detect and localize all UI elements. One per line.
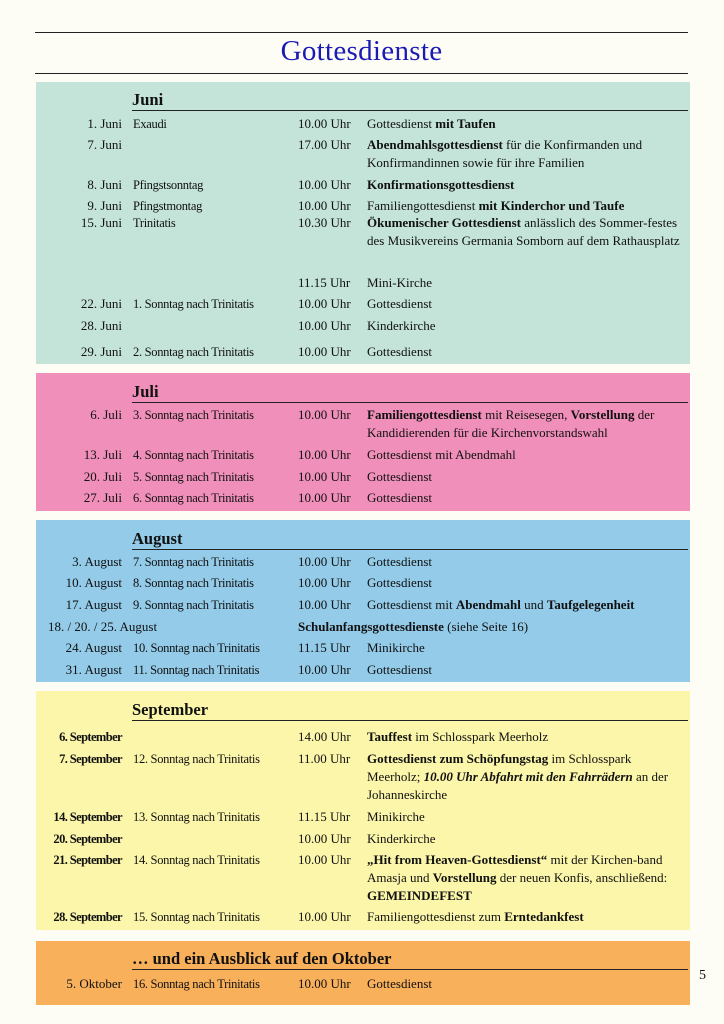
entry-date: 10. August [65,575,122,590]
entry-text: der neuen Konfis, anschließend: [496,870,668,885]
entry-date: 21. September [53,853,122,867]
entry-description [367,274,687,292]
entry-text: Gottesdienst mit [367,597,456,612]
entry-description [367,975,687,993]
entry-description [367,596,687,614]
entry-date: 24. August [65,640,122,655]
entry-time: 10.00 Uhr [298,490,351,505]
section-september [36,691,690,930]
entry-sunday-name: 14. Sonntag nach Trinitatis [133,853,260,867]
entry-text: Minikirche [367,640,425,655]
entry-description [298,618,688,636]
entry-text: im Schlosspark Meerholz; [367,751,632,784]
section-juli [36,373,690,511]
entry-description [367,136,687,172]
entry-emphasis: 10.00 Uhr Abfahrt mit den Fahrrädern [423,769,633,784]
entry-sunday-name: 15. Sonntag nach Trinitatis [133,910,260,924]
entry-time: 10.00 Uhr [298,976,351,991]
page-title: Gottesdienste [280,35,443,67]
entry-date: 3. August [72,554,122,569]
entry-date: 20. Juli [83,469,122,484]
entry-sunday-name: Trinitatis [133,216,176,230]
entry-text: Gottesdienst [367,116,436,131]
entry-emphasis: „Hit from Heaven-Gottesdienst“ [367,852,548,867]
entry-text: Gottesdienst [367,662,432,677]
entry-description [367,343,687,361]
section-august [36,520,690,682]
entry-time: 10.00 Uhr [298,116,351,131]
entry-time: 10.00 Uhr [298,198,351,213]
entry-description [367,197,687,215]
entry-time: 10.00 Uhr [298,852,351,867]
entry-sunday-name: 12. Sonntag nach Trinitatis [133,752,260,766]
entry-time: 14.00 Uhr [298,729,351,744]
entry-text: Familiengottesdienst zum [367,909,505,924]
entry-text: im Schlosspark Meerholz [412,729,549,744]
entry-text: Familiengottesdienst [367,198,479,213]
entry-description [367,468,687,486]
entry-date: 15. Juni [80,215,122,230]
entry-sunday-name: 1. Sonntag nach Trinitatis [133,297,254,311]
entry-text: Kinderkirche [367,831,436,846]
entry-sunday-name: 9. Sonntag nach Trinitatis [133,598,254,612]
entry-emphasis: Taufgelegenheit [546,597,635,612]
entry-date: 8. Juni [87,177,122,192]
entry-emphasis: Vorstellung [570,407,635,422]
entry-text: Gottesdienst mit Abendmahl [367,447,516,462]
entry-date: 6. Juli [90,407,122,422]
entry-date: 28. September [53,910,122,924]
entry-emphasis: Erntedankfest [504,909,584,924]
entry-description [367,317,687,335]
entry-date: 1. Juni [87,116,122,131]
entry-description [367,115,687,133]
entry-emphasis: Schulanfangsgottesdienste [298,619,444,634]
entry-date: 5. Oktober [66,976,122,991]
entry-text: Gottesdienst [367,554,432,569]
entry-emphasis: mit Taufen [435,116,496,131]
entry-time: 10.00 Uhr [298,177,351,192]
entry-description [367,295,687,313]
entry-time: 10.00 Uhr [298,554,351,569]
title-rule [35,73,688,74]
entry-emphasis: Gottesdienst zum Schöpfungstag [367,751,549,766]
entry-text: Minikirche [367,809,425,824]
entry-date: 17. August [65,597,122,612]
entry-date: 13. Juli [83,447,122,462]
entry-date: 7. September [59,752,122,766]
entry-text: für die Konfirmanden und Konfirmandinnen sowie für ihre Familien [367,137,643,170]
entry-text: Gottesdienst [367,296,432,311]
entry-sunday-name: Pfingstmontag [133,199,203,213]
entry-time: 11.00 Uhr [298,751,351,766]
entry-description [367,406,687,442]
entry-sunday-name: 11. Sonntag nach Trinitatis [133,663,260,677]
entry-text: (siehe Seite 16) [443,619,529,634]
section-heading: Juli [132,380,688,403]
entry-description [367,214,687,250]
entry-description [367,728,687,746]
entry-date: 14. September [53,810,122,824]
entry-sunday-name: 8. Sonntag nach Trinitatis [133,576,254,590]
entry-sunday-name: Exaudi [133,117,167,131]
entry-time: 10.00 Uhr [298,469,351,484]
entry-text: Mini-Kirche [367,275,432,290]
entry-emphasis: Familiengottesdienst [367,407,482,422]
entry-time: 10.00 Uhr [298,909,351,924]
entry-time: 10.00 Uhr [298,318,351,333]
entry-text: mit Reisesegen, [481,407,571,422]
entry-emphasis: Ökumenischer Gottesdienst [367,215,521,230]
entry-sunday-name: 2. Sonntag nach Trinitatis [133,345,254,359]
entry-sunday-name: 16. Sonntag nach Trinitatis [133,977,260,991]
entry-date: 31. August [65,662,122,677]
entry-text: Gottesdienst [367,344,432,359]
entry-date: 9. Juni [87,198,122,213]
entry-sunday-name: 5. Sonntag nach Trinitatis [133,470,254,484]
entry-time: 10.00 Uhr [298,296,351,311]
entry-sunday-name: 10. Sonntag nach Trinitatis [133,641,260,655]
entry-description [367,446,687,464]
entry-text: Gottesdienst [367,469,432,484]
entry-time: 10.00 Uhr [298,575,351,590]
entry-description [367,851,687,905]
entry-text: Gottesdienst [367,575,432,590]
entry-text: mit der Kirchen-band Amasja und [367,852,663,885]
section-oktober [36,941,690,1005]
top-rule [35,32,688,33]
entry-sunday-name: Pfingstsonntag [133,178,204,192]
entry-description [367,176,687,194]
entry-time: 10.00 Uhr [298,662,351,677]
page-number: 5 [699,968,706,983]
entry-emphasis: mit Kinderchor und Taufe [478,198,625,213]
entry-time: 11.15 Uhr [298,275,351,290]
entry-date: 28. Juni [80,318,122,333]
entry-sunday-name: 7. Sonntag nach Trinitatis [133,555,254,569]
entry-sunday-name: 3. Sonntag nach Trinitatis [133,408,254,422]
entry-emphasis: GEMEINDEFEST [367,888,472,903]
entry-time: 11.15 Uhr [298,809,351,824]
entry-description [367,808,687,826]
entry-time: 10.30 Uhr [298,215,351,230]
entry-date: 29. Juni [80,344,122,359]
entry-description [367,830,687,848]
entry-date: 20. September [53,832,122,846]
entry-date: 18. / 20. / 25. August [48,619,158,634]
entry-description [367,553,687,571]
entry-emphasis: Vorstellung [432,870,497,885]
entry-description [367,489,687,507]
section-heading: … und ein Ausblick auf den Oktober [132,947,688,970]
entry-description [367,908,687,926]
entry-text: Kinderkirche [367,318,436,333]
entry-date: 6. September [59,730,122,744]
entry-time: 10.00 Uhr [298,831,351,846]
entry-description [367,750,687,804]
entry-text: an der Johanneskirche [367,769,669,802]
entry-time: 11.15 Uhr [298,640,351,655]
section-heading: September [132,698,688,721]
entry-time: 10.00 Uhr [298,597,351,612]
section-heading: August [132,527,688,550]
entry-date: 22. Juni [80,296,122,311]
entry-text: Gottesdienst [367,490,432,505]
entry-time: 17.00 Uhr [298,137,351,152]
entry-text: Gottesdienst [367,976,432,991]
entry-time: 10.00 Uhr [298,407,351,422]
section-heading: Juni [132,88,688,111]
entry-sunday-name: 6. Sonntag nach Trinitatis [133,491,254,505]
section-juni [36,82,690,364]
entry-description [367,574,687,592]
entry-description [367,639,687,657]
entry-time: 10.00 Uhr [298,447,351,462]
entry-text: und [520,597,547,612]
entry-date: 27. Juli [83,490,122,505]
entry-date: 7. Juni [87,137,122,152]
entry-emphasis: Abendmahl [455,597,521,612]
entry-time: 10.00 Uhr [298,344,351,359]
entry-description [367,661,687,679]
entry-text: der Kandidierenden für die Kirchenvorstandswahl [367,407,655,440]
entry-sunday-name: 4. Sonntag nach Trinitatis [133,448,254,462]
entry-emphasis: Tauffest [367,729,413,744]
entry-sunday-name: 13. Sonntag nach Trinitatis [133,810,260,824]
entry-emphasis: Konfirmationsgottesdienst [367,177,515,192]
entry-text: anlässlich des Sommer-festes des Musikvereins Germania Somborn auf dem Rathausplatz [367,215,680,248]
entry-emphasis: Abendmahlsgottesdienst [367,137,503,152]
